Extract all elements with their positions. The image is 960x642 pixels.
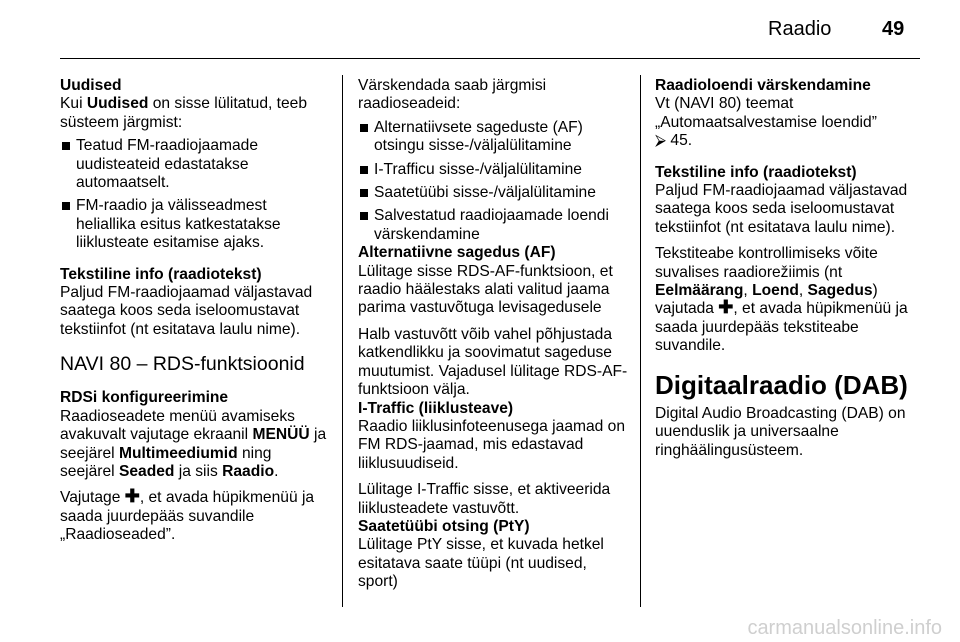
text: Vajutage [60,489,125,507]
watermark: carmanualsonline.info [747,617,942,639]
bullet-square-icon [62,202,70,210]
text-bold: Loend [752,282,799,300]
pty-heading: Saatetüübi otsing (PtY) [358,517,530,535]
plus-icon: ✚ [124,486,140,507]
bullet-square-icon [360,124,368,132]
text-bold: Sagedus [807,282,873,300]
bullet-item [358,119,628,156]
text-bold: MENÜÜ [252,426,310,444]
page-ref-arrow-icon: ⮚ [655,132,667,150]
text-bold: Seaded [118,462,175,480]
text: on sisse lülitatud, teeb süsteem järgmist: [60,95,308,131]
af-paragraph-2: Halb vastuvõtt võib vahel põhjustada katkendlikku ja soovimatut sageduse muutumist. Vajadusel lülitage RDS-AF-funktsioon välja. [358,325,628,399]
text: ja seejärel [60,426,327,462]
text: , [798,282,808,300]
bullet-item [60,137,330,192]
it-paragraph-2: Lülitage I-Traffic sisse, et aktiveerida liiklusteadete vastuvõtt. [358,481,611,517]
text: ja siis [174,462,223,480]
column-2 [358,77,628,592]
text: ning seejärel [60,444,272,480]
text-bold: Eelmäärang [655,282,744,300]
text-bold: Multimeediumid [118,444,238,462]
dab-heading: Digitaalraadio (DAB) [655,369,908,400]
bullet-text: I-Trafficu sisse-/väljalülitamine [374,160,582,178]
it-heading: I-Traffic (liiklusteave) [358,399,514,417]
text: Tekstiteabe kontrollimiseks võite suvalises raadiorežiimis (nt [655,245,878,281]
column-1 [60,77,330,545]
rdsi-paragraph [60,408,330,482]
bullet-square-icon [360,189,368,197]
text-bold: Uudised [86,95,149,113]
plus-icon: ✚ [718,297,734,318]
rl-paragraph [655,95,925,150]
tekst-paragraph: Paljud FM-raadiojaamad väljastavad saatega koos seda iseloomustavat tekstiinfot (nt esitatava laulu nime). [60,284,313,338]
text: Raadioseadete menüü avamiseks avakuvalt vajutage ekraanil [60,407,295,444]
bullet-square-icon [360,166,368,174]
page-number: 49 [882,18,905,40]
text: Kui [60,95,87,113]
pty-paragraph: Lülitage PtY sisse, et kuvada hetkel esitatava saate tüüpi (nt uudised, sport) [358,536,604,591]
bullet-square-icon [360,212,368,220]
bullet-item [60,197,330,252]
dab-paragraph: Digital Audio Broadcasting (DAB) on uuenduslik ja universaalne ringhäälingusüsteem. [655,404,906,459]
navi-heading: NAVI 80 – RDS-funktsioonid [60,353,305,376]
uudised-heading: Uudised [60,77,122,94]
column-divider-2 [640,75,641,607]
rl-heading: Raadioloendi värskendamine [655,77,871,94]
vajutage-paragraph [60,486,330,544]
kontroll-paragraph [655,245,925,355]
header-title: Raadio [768,18,832,40]
tekst-heading: Tekstiline info (raadiotekst) [60,265,262,283]
text: , et avada hüpikmenüü ja saada juurdepääs suvandile „Raadioseaded”. [60,489,315,544]
text: . [274,462,279,480]
text-bold: Raadio [222,462,275,480]
af-paragraph-1: Lülitage sisse RDS-AF-funktsioon, et raadio häälestaks alati valitud jaama parima vastuvõtuga levisagedusele [358,262,613,317]
header-rule [60,58,920,59]
it-paragraph-1: Raadio liiklusinfoteenusega jaamad on FM RDS-jaamad, mis edastavad liiklusuudiseid. [358,417,626,472]
tekst-heading-2: Tekstiline info (raadiotekst) [655,163,857,181]
bullet-item [358,161,628,179]
text: 45. [666,132,693,150]
bullet-text: Teatud FM-raadiojaamade uudisteateid edastatakse automaatselt. [76,137,259,192]
bullet-text: Alternatiivsete sageduste (AF) otsingu sisse-/väljalülitamine [374,118,583,155]
bullet-text: FM-raadio ja välisseadmest heliallika esitus katkestatakse liiklusteate esitamise ajaks. [76,197,281,252]
uudised-paragraph [60,95,330,132]
text: ) vajutada [655,282,878,318]
column-3 [655,77,925,460]
tekst-paragraph-2: Paljud FM-raadiojaamad väljastavad saatega koos seda iseloomustavat tekstiinfot (nt esitatava laulu nime). [655,182,908,236]
bullet-text: Saatetüübi sisse-/väljalülitamine [374,184,596,202]
bullet-text: Salvestatud raadiojaamade loendi värskendamine [374,207,609,243]
bullet-square-icon [62,142,70,150]
text: Vt (NAVI 80) teemat „Automaatsalvestamise loendid” [655,95,877,131]
text: , [743,282,753,300]
af-heading: Alternatiivne sagedus (AF) [358,244,556,262]
text: , et avada hüpikmenüü ja saada juurdepääs tekstiteabe suvandile. [655,300,908,355]
rdsi-heading: RDSi konfigureerimine [60,389,229,407]
bullet-item [358,184,628,202]
bullet-item [358,207,628,244]
intro-paragraph: Värskendada saab järgmisi raadioseadeid: [358,77,547,113]
column-divider-1 [342,75,343,607]
